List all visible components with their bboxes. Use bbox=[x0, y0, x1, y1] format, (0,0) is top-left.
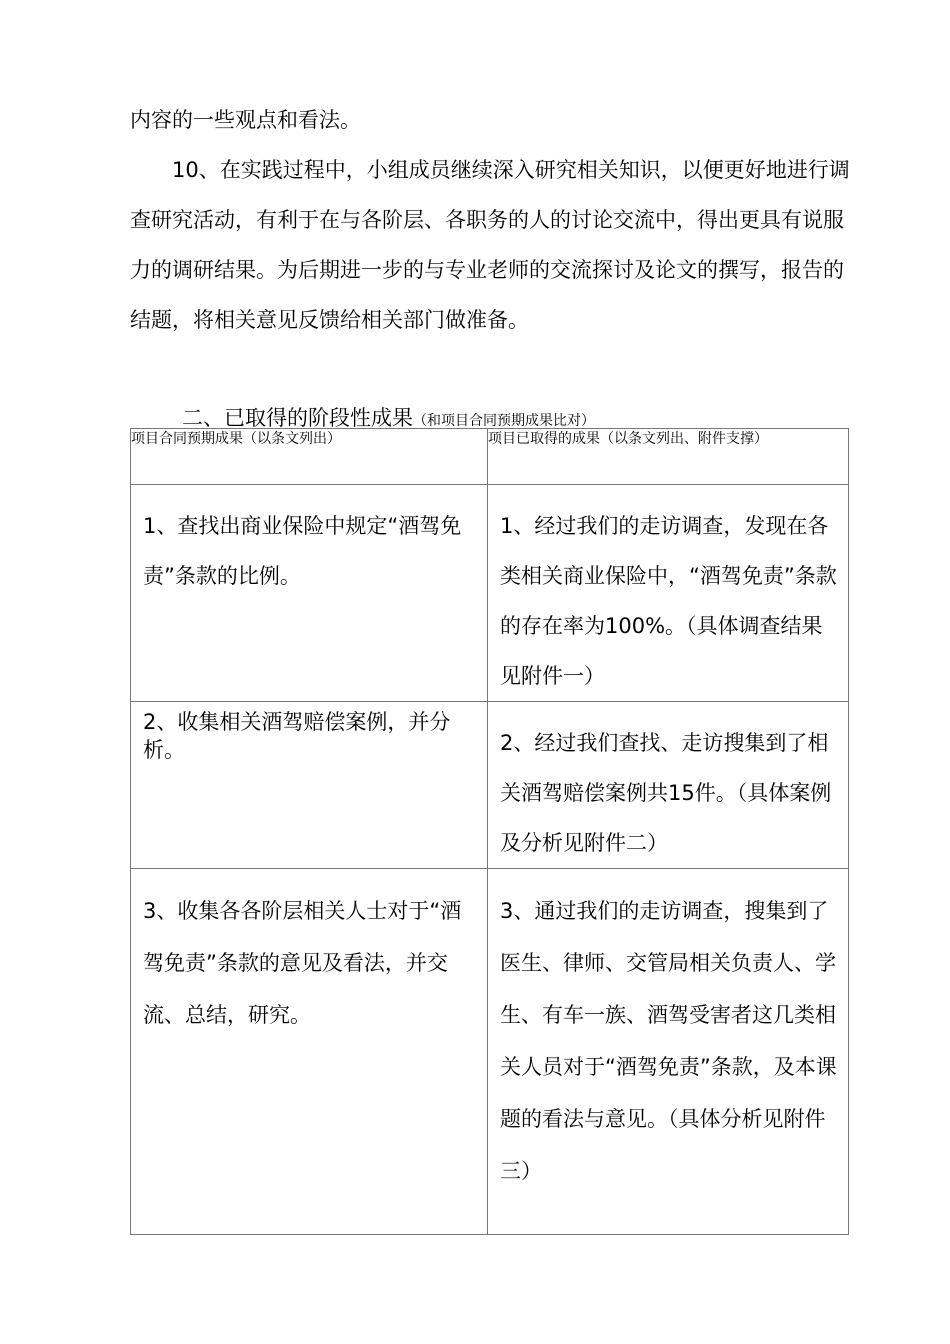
section-title: 二、已取得的阶段性成果 bbox=[182, 406, 413, 430]
paragraph-item-10: 10、在实践过程中，小组成员继续深入研究相关知识，以便更好地进行调查研究活动，有利于在与各阶层、各职务的人的讨论交流中，得出更具有说服力的调研结果。为后期进一步的与专业老师的交流探讨及论文的撰写，报告的结题，将相关意见反馈给相关部门做准备。 bbox=[130, 158, 850, 332]
table-row bbox=[131, 869, 849, 1235]
expected-result-cell: 1、查找出商业保险中规定“酒驾免责”条款的比例。 bbox=[131, 485, 488, 702]
header-expected-results: 项目合同预期成果（以条文列出） bbox=[131, 429, 488, 485]
header-achieved-results: 项目已取得的成果（以条文列出、附件支撑） bbox=[488, 429, 849, 485]
paragraph-continuation: 内容的一些观点和看法。 bbox=[130, 108, 361, 132]
table-header-row bbox=[131, 429, 849, 485]
achieved-result-cell: 2、经过我们查找、走访搜集到了相关酒驾赔偿案例共15件。（具体案例及分析见附件二） bbox=[488, 702, 849, 869]
table-row bbox=[131, 485, 849, 702]
achieved-result-cell: 1、经过我们的走访调查，发现在各类相关商业保险中，“酒驾免责”条款的存在率为100%。（具体调查结果见附件一） bbox=[488, 485, 849, 702]
results-comparison-table bbox=[130, 428, 849, 1235]
achieved-result-cell: 3、通过我们的走访调查，搜集到了医生、律师、交管局相关负责人、学生、有车一族、酒驾受害者这几类相关人员对于“酒驾免责”条款，及本课题的看法与意见。（具体分析见附件三） bbox=[488, 869, 849, 1235]
expected-result-cell: 2、收集相关酒驾赔偿案例，并分析。 bbox=[131, 702, 488, 869]
section-subtitle: （和项目合同预期成果比对） bbox=[413, 413, 595, 429]
expected-result-cell: 3、收集各各阶层相关人士对于“酒驾免责”条款的意见及看法，并交流、总结，研究。 bbox=[131, 869, 488, 1235]
table-row bbox=[131, 702, 849, 869]
